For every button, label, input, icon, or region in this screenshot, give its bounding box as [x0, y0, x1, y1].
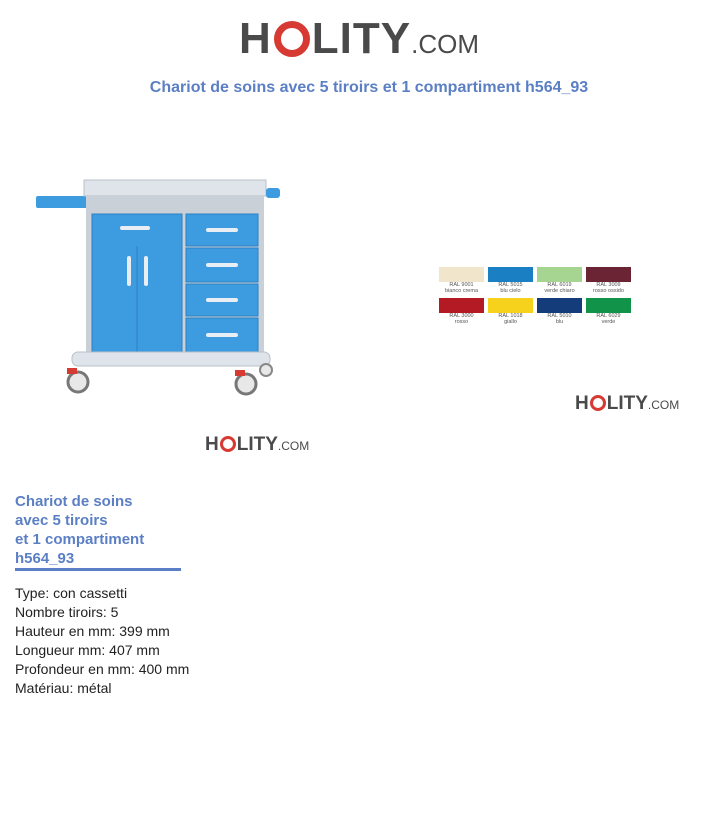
swatch — [439, 298, 484, 325]
logo-rest: LITY — [236, 434, 278, 455]
swatch-code: RAL 3009 — [596, 282, 621, 288]
holity-logo — [239, 14, 479, 64]
product-title-line: et 1 compartiment — [15, 531, 145, 548]
swatch-chip — [488, 298, 533, 313]
swatch — [537, 298, 582, 325]
logo-rest: LITY — [606, 393, 648, 414]
swatch — [488, 267, 533, 294]
top-handle — [120, 226, 150, 230]
swatch-code: RAL 9001 — [449, 282, 474, 288]
swatch-code: RAL 5015 — [498, 282, 523, 288]
product-title-line: h564_93 — [15, 550, 75, 567]
swatch-name: verde chiaro — [544, 288, 575, 294]
swatch-name: verde — [601, 319, 616, 325]
swatch-code: RAL 5010 — [547, 313, 572, 319]
logo-o-icon — [590, 395, 606, 411]
spec-material: Matériau: métal — [15, 680, 112, 696]
page-title: Chariot de soins avec 5 tiroirs et 1 compartiment h564_93 — [149, 79, 589, 96]
product-specs — [15, 584, 189, 698]
swatch-chip — [586, 267, 631, 282]
swatch-name: rosso ossido — [593, 288, 624, 294]
logo-h: H — [575, 393, 589, 414]
swatch-chip — [439, 298, 484, 313]
swatch — [439, 267, 484, 294]
logo-o-icon — [220, 436, 236, 452]
cart-handle — [266, 188, 280, 198]
door-handle-right — [144, 256, 148, 286]
swatch-name: blu — [555, 319, 564, 325]
swatch-chip — [586, 298, 631, 313]
side-tray — [36, 196, 90, 208]
swatch-chip — [537, 298, 582, 313]
logo-h: H — [205, 434, 219, 455]
swatch-chip — [439, 267, 484, 282]
swatch-code: RAL 3000 — [449, 313, 474, 319]
spec-length: Longueur mm: 407 mm — [15, 642, 160, 658]
swatch-code: RAL 6029 — [596, 313, 621, 319]
logo-com: .COM — [647, 398, 680, 412]
wheel — [260, 364, 272, 376]
swatch-name: rosso — [454, 319, 469, 325]
swatch-name: bianco crema — [444, 288, 479, 294]
logo-o-icon — [274, 21, 310, 57]
spec-height: Hauteur en mm: 399 mm — [15, 623, 170, 639]
color-swatches — [439, 267, 631, 329]
logo-com: .COM — [277, 439, 310, 453]
cart-top — [84, 180, 266, 196]
swatch — [537, 267, 582, 294]
swatch — [586, 298, 631, 325]
logo-h: H — [239, 14, 272, 63]
spec-drawers: Nombre tiroirs: 5 — [15, 604, 119, 620]
product-title-line: Chariot de soins — [15, 493, 133, 510]
holity-logo-small — [205, 434, 309, 456]
brake — [67, 368, 77, 374]
logo-com: .COM — [411, 29, 479, 59]
swatch-code: RAL 6019 — [547, 282, 572, 288]
spec-type: Type: con cassetti — [15, 585, 128, 601]
cart-image — [34, 174, 284, 396]
spec-depth: Profondeur en mm: 400 mm — [15, 661, 190, 677]
swatch-name: blu cielo — [500, 288, 521, 294]
logo-rest: LITY — [311, 14, 412, 63]
wheel — [68, 372, 88, 392]
cart-base — [72, 352, 270, 366]
product-title — [15, 492, 181, 571]
swatch — [488, 298, 533, 325]
door-handle-left — [127, 256, 131, 286]
wheel — [236, 374, 256, 394]
swatch-code: RAL 1018 — [498, 313, 523, 319]
swatch-chip — [488, 267, 533, 282]
swatch — [586, 267, 631, 294]
brake — [235, 370, 245, 376]
holity-logo-small — [575, 393, 679, 415]
product-title-line: avec 5 tiroirs — [15, 512, 108, 529]
swatch-chip — [537, 267, 582, 282]
swatch-name: giallo — [504, 319, 517, 325]
